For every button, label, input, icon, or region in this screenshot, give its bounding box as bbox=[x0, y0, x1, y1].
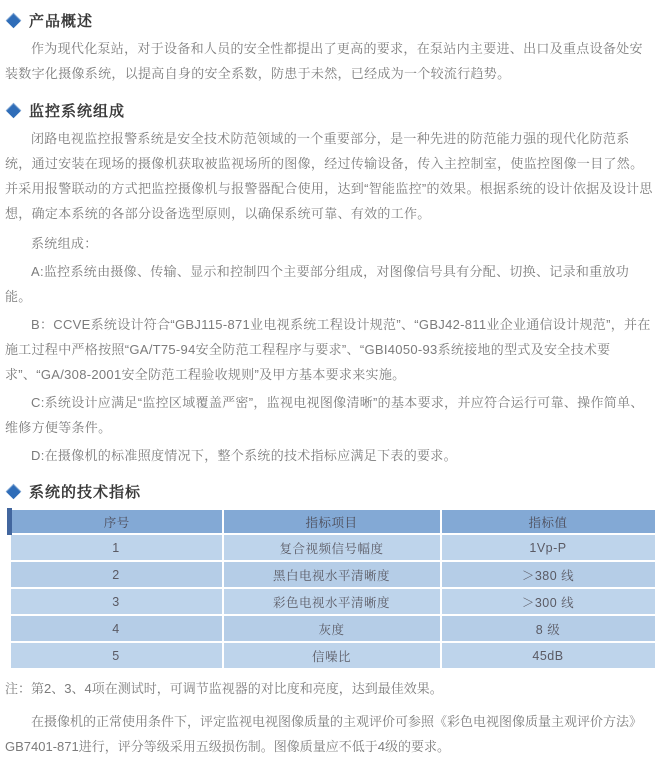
diamond-icon bbox=[6, 103, 22, 119]
cell-index: 5 bbox=[10, 642, 223, 669]
cell-item: 彩色电视水平清晰度 bbox=[223, 588, 441, 615]
composition-paragraph-intro: 闭路电视监控报警系统是安全技术防范领域的一个重要部分，是一种先进的防范能力强的现代化防范系统，通过安装在现场的摄像机获取被监视场所的图像，经过传输设备，传入主控制室，使监控图像一目了然。并采用报警联动的方式把监控摄像机与报警器配合使用，达到“智能监控”的效果。根据系统的设计依据及设计思想，确定本系统的各部分设备选型原则，以确保系统可靠、有效的工作。 bbox=[5, 131, 653, 221]
composition-paragraph-c: C:系统设计应满足“监控区域覆盖严密”，监视电视图像清晰”的基本要求，并应符合运行可靠、操作简单、维修方便等条件。 bbox=[5, 395, 644, 435]
table-row bbox=[10, 588, 656, 615]
closing-paragraph: 在摄像机的正常使用条件下，评定监视电视图像质量的主观评价可参照《彩色电视图像质量主观评价方法》GB7401-871进行，评分等级采用五级损伤制。图像质量应不低于4级的要求。 bbox=[5, 714, 643, 754]
cell-value: 8 级 bbox=[441, 615, 656, 642]
diamond-icon bbox=[6, 13, 22, 29]
cell-value: 1Vp-P bbox=[441, 534, 656, 561]
column-header-index: 序号 bbox=[10, 509, 223, 534]
table-row bbox=[10, 615, 656, 642]
specs-table bbox=[7, 508, 657, 670]
cell-item: 黑白电视水平清晰度 bbox=[223, 561, 441, 588]
composition-paragraph-d: D:在摄像机的标准照度情况下，整个系统的技术指标应满足下表的要求。 bbox=[31, 448, 457, 463]
composition-paragraph-b: B：CCVE系统设计符合“GBJ115-871业电视系统工程设计规范”、“GBJ42-811业企业通信设计规范”，并在施工过程中严格按照“GA/T75-94安全防范工程程序与要求”、“GBI4050-93系统接地的型式及安全技术要求”、“GA/308-2001安全防范工程验收规则”及甲方基本要求来实施。 bbox=[5, 317, 651, 382]
section-title: 系统的技术指标 bbox=[29, 484, 142, 501]
section-heading-overview bbox=[5, 10, 654, 31]
table-row bbox=[10, 534, 656, 561]
composition-paragraph-a: A:监控系统由摄像、传输、显示和控制四个主要部分组成，对图像信号具有分配、切换、记录和重放功能。 bbox=[5, 264, 630, 304]
specs-table-header-row bbox=[10, 509, 656, 534]
table-row bbox=[10, 561, 656, 588]
cell-value: ＞380 线 bbox=[441, 561, 656, 588]
cell-index: 3 bbox=[10, 588, 223, 615]
cell-item: 复合视频信号幅度 bbox=[223, 534, 441, 561]
diamond-icon bbox=[6, 484, 22, 500]
column-header-item: 指标项目 bbox=[223, 509, 441, 534]
cell-value: 45dB bbox=[441, 642, 656, 669]
section-heading-composition bbox=[5, 100, 654, 121]
cell-item: 灰度 bbox=[223, 615, 441, 642]
composition-paragraph-label: 系统组成： bbox=[31, 236, 98, 251]
cell-value: ＞300 线 bbox=[441, 588, 656, 615]
cell-index: 4 bbox=[10, 615, 223, 642]
section-title: 监控系统组成 bbox=[29, 103, 126, 120]
section-heading-specs bbox=[5, 481, 654, 502]
table-note: 注：第2、3、4项在测试时，可调节监视器的对比度和亮度，达到最佳效果。 bbox=[5, 681, 443, 696]
cell-item: 信噪比 bbox=[223, 642, 441, 669]
table-row bbox=[10, 642, 656, 669]
cell-index: 2 bbox=[10, 561, 223, 588]
column-header-value: 指标值 bbox=[441, 509, 656, 534]
section-title: 产品概述 bbox=[29, 13, 94, 30]
overview-paragraph: 作为现代化泵站，对于设备和人员的安全性都提出了更高的要求，在泵站内主要进、出口及重点设备处安装数字化摄像系统，以提高自身的安全系数，防患于未然，已经成为一个较流行趋势。 bbox=[5, 41, 643, 81]
cell-index: 1 bbox=[10, 534, 223, 561]
